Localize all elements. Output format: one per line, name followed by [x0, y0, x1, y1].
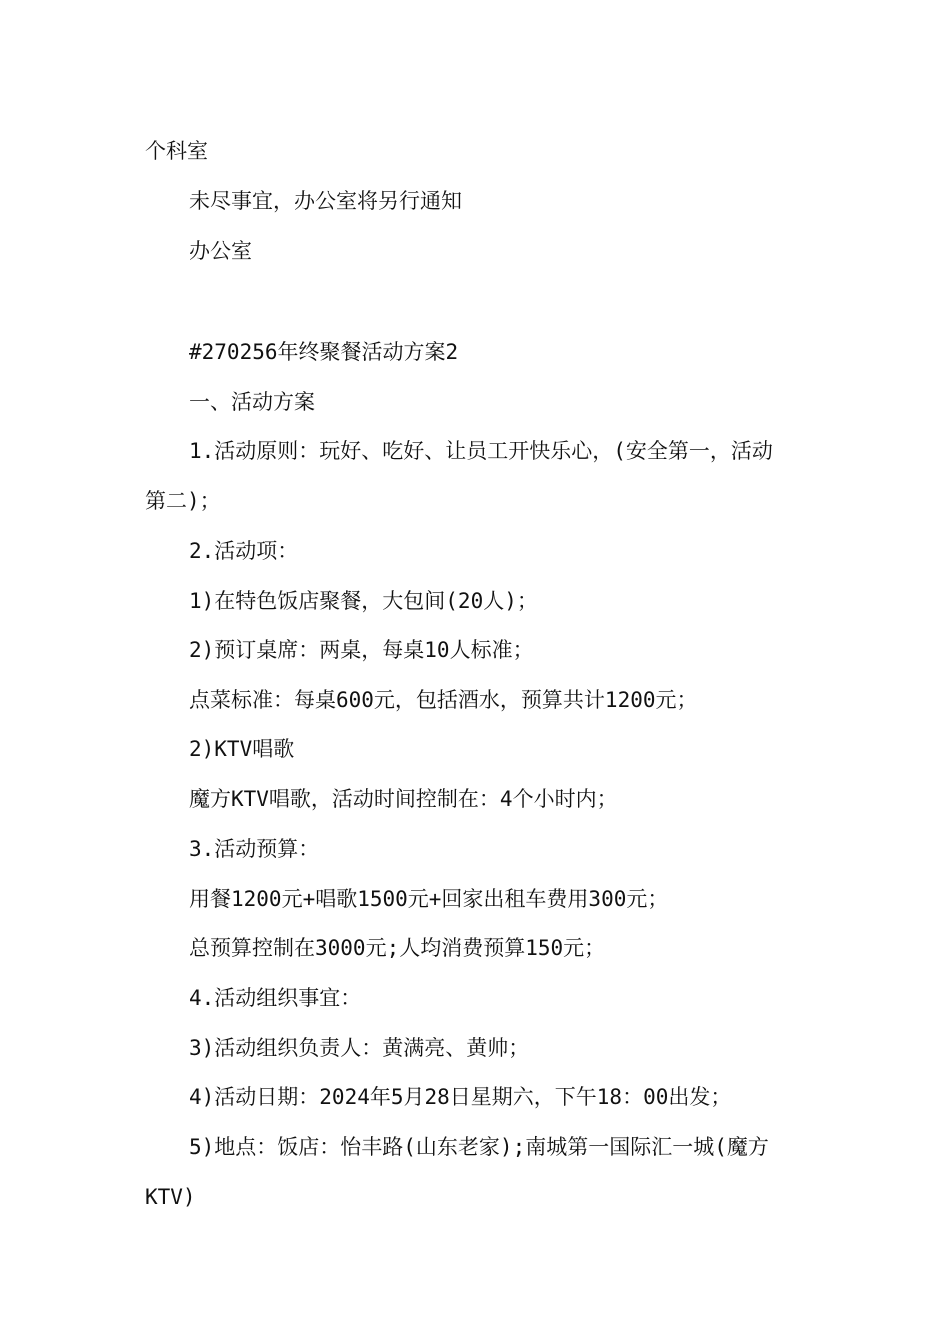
text-line: 魔方KTV唱歌，活动时间控制在：4个小时内；	[189, 787, 618, 811]
text-line: KTV)	[145, 1185, 196, 1209]
text-line: 点菜标准：每桌600元，包括酒水，预算共计1200元；	[189, 688, 698, 712]
section-heading: #270256年终聚餐活动方案2	[189, 340, 459, 364]
text-line: 3.活动预算：	[189, 837, 320, 861]
text-line: 4)活动日期：2024年5月28日星期六，下午18：00出发；	[189, 1085, 732, 1109]
text-line: 办公室	[189, 239, 252, 263]
text-line: 2)KTV唱歌	[189, 737, 295, 761]
text-line: 2)预订桌席：两桌，每桌10人标准；	[189, 638, 534, 662]
text-line: 2.活动项：	[189, 539, 299, 563]
text-line: 用餐1200元+唱歌1500元+回家出租车费用300元；	[189, 887, 669, 911]
text-line: 1.活动原则：玩好、吃好、让员工开快乐心，(安全第一，活动	[189, 439, 773, 463]
text-line: 第二)；	[145, 489, 221, 513]
text-line: 个科室	[145, 139, 208, 163]
text-line: 4.活动组织事宜：	[189, 986, 362, 1010]
text-line: 3)活动组织负责人：黄满亮、黄帅；	[189, 1036, 530, 1060]
text-line: 未尽事宜，办公室将另行通知	[189, 189, 462, 213]
text-line: 5)地点：饭店：怡丰路(山东老家);南城第一国际汇一城(魔方	[189, 1135, 769, 1159]
text-line: 总预算控制在3000元;人均消费预算150元；	[189, 936, 606, 960]
text-line: 1)在特色饭店聚餐，大包间(20人)；	[189, 589, 538, 613]
text-line: 一、活动方案	[189, 390, 315, 414]
